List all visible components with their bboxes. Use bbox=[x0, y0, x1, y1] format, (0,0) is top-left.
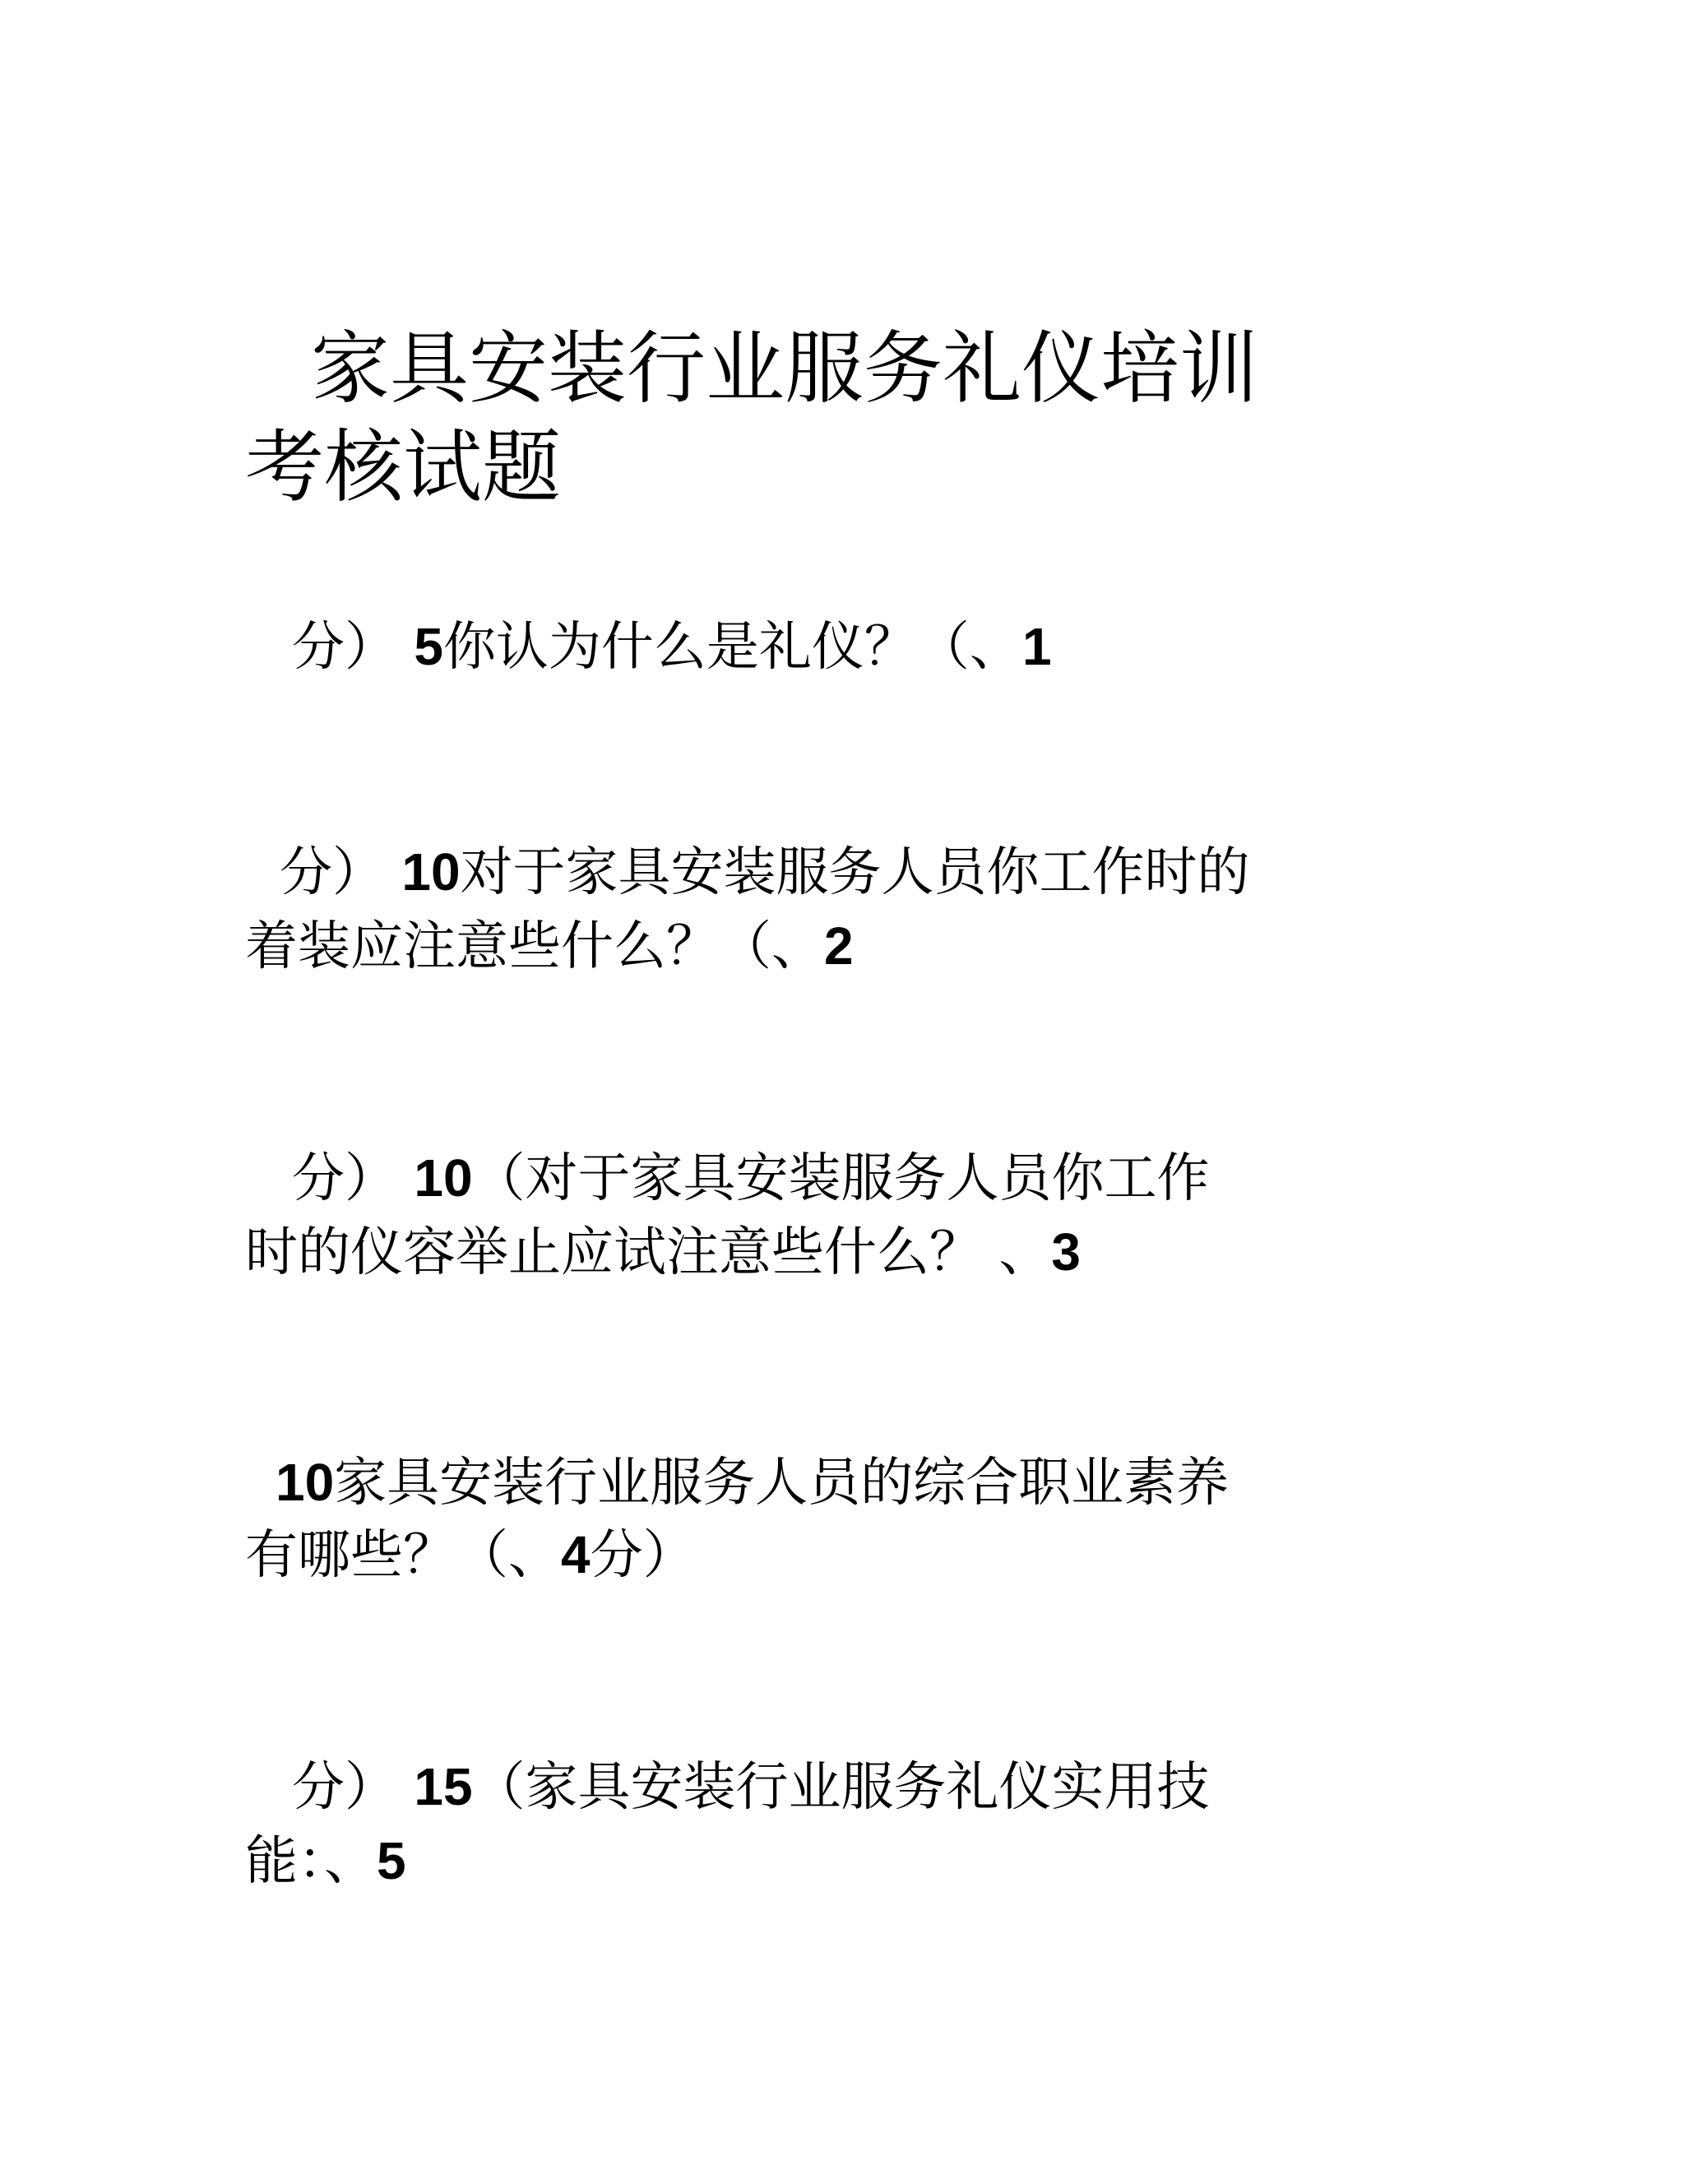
question-2-text-2: 着装应注意些什么？（、 bbox=[245, 916, 824, 977]
question-5-number: 5 bbox=[377, 1831, 406, 1890]
question-4-number: 4 bbox=[561, 1525, 591, 1584]
question-5-score-prefix: 分） bbox=[292, 1757, 397, 1818]
question-4-score: 10 bbox=[276, 1453, 335, 1512]
question-1-line-1 bbox=[292, 617, 1052, 678]
question-4-line-1 bbox=[276, 1453, 1230, 1514]
question-3-text-2: 时的仪容举止应试注意些什么？ 、 bbox=[245, 1222, 1052, 1283]
question-2-score-prefix: 分） bbox=[280, 842, 385, 903]
question-2-text-1: 对于家具安装服务人员你工作时的 bbox=[460, 842, 1250, 903]
question-5-line-2 bbox=[245, 1831, 406, 1892]
question-1-score-prefix: 分） bbox=[292, 617, 397, 678]
document-title-line-2: 考核试题 bbox=[245, 421, 561, 513]
question-5-score: 15 bbox=[414, 1757, 473, 1816]
question-1-score: 5 bbox=[414, 617, 443, 676]
question-2-line-1 bbox=[280, 842, 1250, 903]
question-3-line-2 bbox=[245, 1222, 1081, 1283]
question-4-line-2 bbox=[245, 1525, 696, 1586]
question-2-score: 10 bbox=[401, 842, 461, 902]
document-title-line-1: 家具安装行业服务礼仪培训 bbox=[311, 322, 1258, 415]
question-2-line-2 bbox=[245, 916, 854, 977]
question-5-text-2: 能：、 bbox=[245, 1831, 377, 1892]
question-3-line-1 bbox=[292, 1148, 1210, 1209]
question-2-number: 2 bbox=[824, 916, 854, 976]
question-5-text-1: （家具安装行业服务礼仪实用技 bbox=[472, 1757, 1210, 1818]
question-4-text-2: 有哪些？（、 bbox=[245, 1525, 561, 1586]
question-3-number: 3 bbox=[1051, 1222, 1081, 1282]
question-1-number: 1 bbox=[1021, 617, 1052, 676]
question-3-text-1: （对于家具安装服务人员你工作 bbox=[472, 1148, 1210, 1209]
question-4-score-suffix: 分） bbox=[590, 1525, 696, 1586]
question-1-text: 你认为什么是礼仪？（、 bbox=[442, 617, 1022, 678]
question-3-score-prefix: 分） bbox=[292, 1148, 397, 1209]
question-3-score: 10 bbox=[414, 1148, 473, 1208]
question-4-text-1: 家具安装行业服务人员的综合职业素养 bbox=[334, 1453, 1230, 1514]
question-5-line-1 bbox=[292, 1757, 1210, 1818]
